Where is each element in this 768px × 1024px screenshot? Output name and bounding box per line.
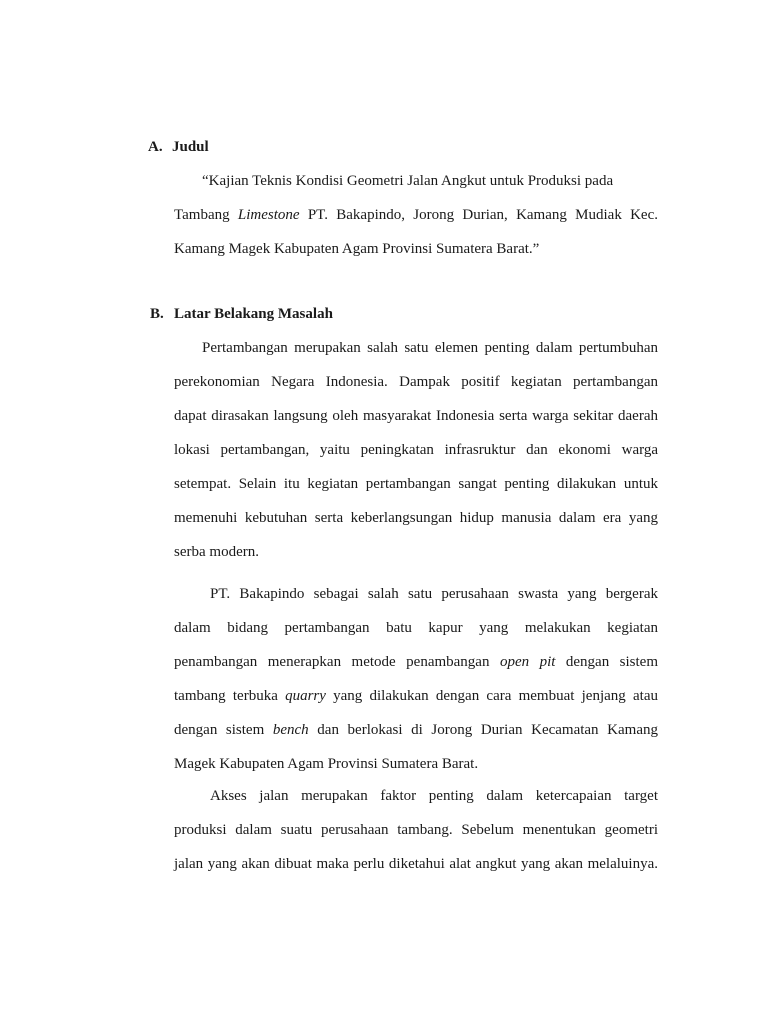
section-b-letter: B. bbox=[150, 306, 164, 322]
section-b-title: Latar Belakang Masalah bbox=[174, 306, 333, 322]
text-run: dengan sistem bbox=[555, 654, 658, 670]
section-a-letter: A. bbox=[148, 139, 163, 155]
paragraph-1-line: perekonomian Negara Indonesia. Dampak positif kegiatan pertambangan bbox=[174, 374, 658, 390]
paragraph-3-line: jalan yang akan dibuat maka perlu diketahui alat angkut yang akan melaluinya. bbox=[174, 856, 658, 872]
paragraph-1-line: memenuhi kebutuhan serta keberlangsungan hidup manusia dalam era yang bbox=[174, 510, 658, 526]
paragraph-1-line: Pertambangan merupakan salah satu elemen penting dalam pertumbuhan bbox=[202, 340, 658, 356]
paragraph-1 bbox=[174, 331, 658, 569]
text-run: dan berlokasi di Jorong Durian Kecamatan Kamang bbox=[308, 722, 658, 738]
section-a-title: Judul bbox=[172, 139, 209, 155]
quote-line-2-text-a: Tambang bbox=[174, 207, 238, 223]
text-run: dengan sistem bbox=[174, 722, 273, 738]
paragraph-3 bbox=[174, 779, 658, 881]
paragraph-2-line bbox=[174, 645, 658, 679]
paragraph-2-line bbox=[174, 713, 658, 747]
text-run: yang dilakukan dengan cara membuat jenjang atau bbox=[325, 688, 658, 704]
section-a-quote bbox=[174, 164, 658, 266]
paragraph-2-line: PT. Bakapindo sebagai salah satu perusahaan swasta yang bergerak bbox=[210, 586, 658, 602]
text-run: penambangan menerapkan metode penambangan bbox=[174, 654, 500, 670]
italic-term: bench bbox=[272, 722, 309, 738]
paragraph-1-line: serba modern. bbox=[174, 544, 259, 560]
paragraph-2-line: Magek Kabupaten Agam Provinsi Sumatera Barat. bbox=[174, 756, 479, 772]
paragraph-1-line: dapat dirasakan langsung oleh masyarakat Indonesia serta warga sekitar daerah bbox=[174, 408, 658, 424]
section-a-heading bbox=[148, 139, 209, 156]
section-b-heading bbox=[150, 306, 333, 323]
italic-term: quarry bbox=[285, 688, 326, 704]
quote-line-1: “Kajian Teknis Kondisi Geometri Jalan Angkut untuk Produksi pada bbox=[202, 173, 614, 189]
paragraph-1-line: setempat. Selain itu kegiatan pertambangan sangat penting dilakukan untuk bbox=[174, 476, 658, 492]
quote-line-3: Kamang Magek Kabupaten Agam Provinsi Sumatera Barat.” bbox=[174, 241, 540, 257]
italic-term: open pit bbox=[499, 654, 556, 670]
quote-line-2-italic: Limestone bbox=[237, 207, 300, 223]
quote-line-2-text-b: PT. Bakapindo, Jorong Durian, Kamang Mudiak Kec. bbox=[299, 207, 658, 223]
text-run: tambang terbuka bbox=[174, 688, 286, 704]
paragraph-3-line: produksi dalam suatu perusahaan tambang. Sebelum menentukan geometri bbox=[174, 822, 658, 838]
paragraph-3-line: Akses jalan merupakan faktor penting dalam ketercapaian target bbox=[210, 788, 658, 804]
paragraph-2-line: dalam bidang pertambangan batu kapur yang melakukan kegiatan bbox=[174, 620, 658, 636]
paragraph-1-line: lokasi pertambangan, yaitu peningkatan infrasruktur dan ekonomi warga bbox=[174, 442, 658, 458]
quote-line-2 bbox=[174, 198, 658, 232]
paragraph-2 bbox=[174, 577, 658, 781]
paragraph-2-line bbox=[174, 679, 658, 713]
